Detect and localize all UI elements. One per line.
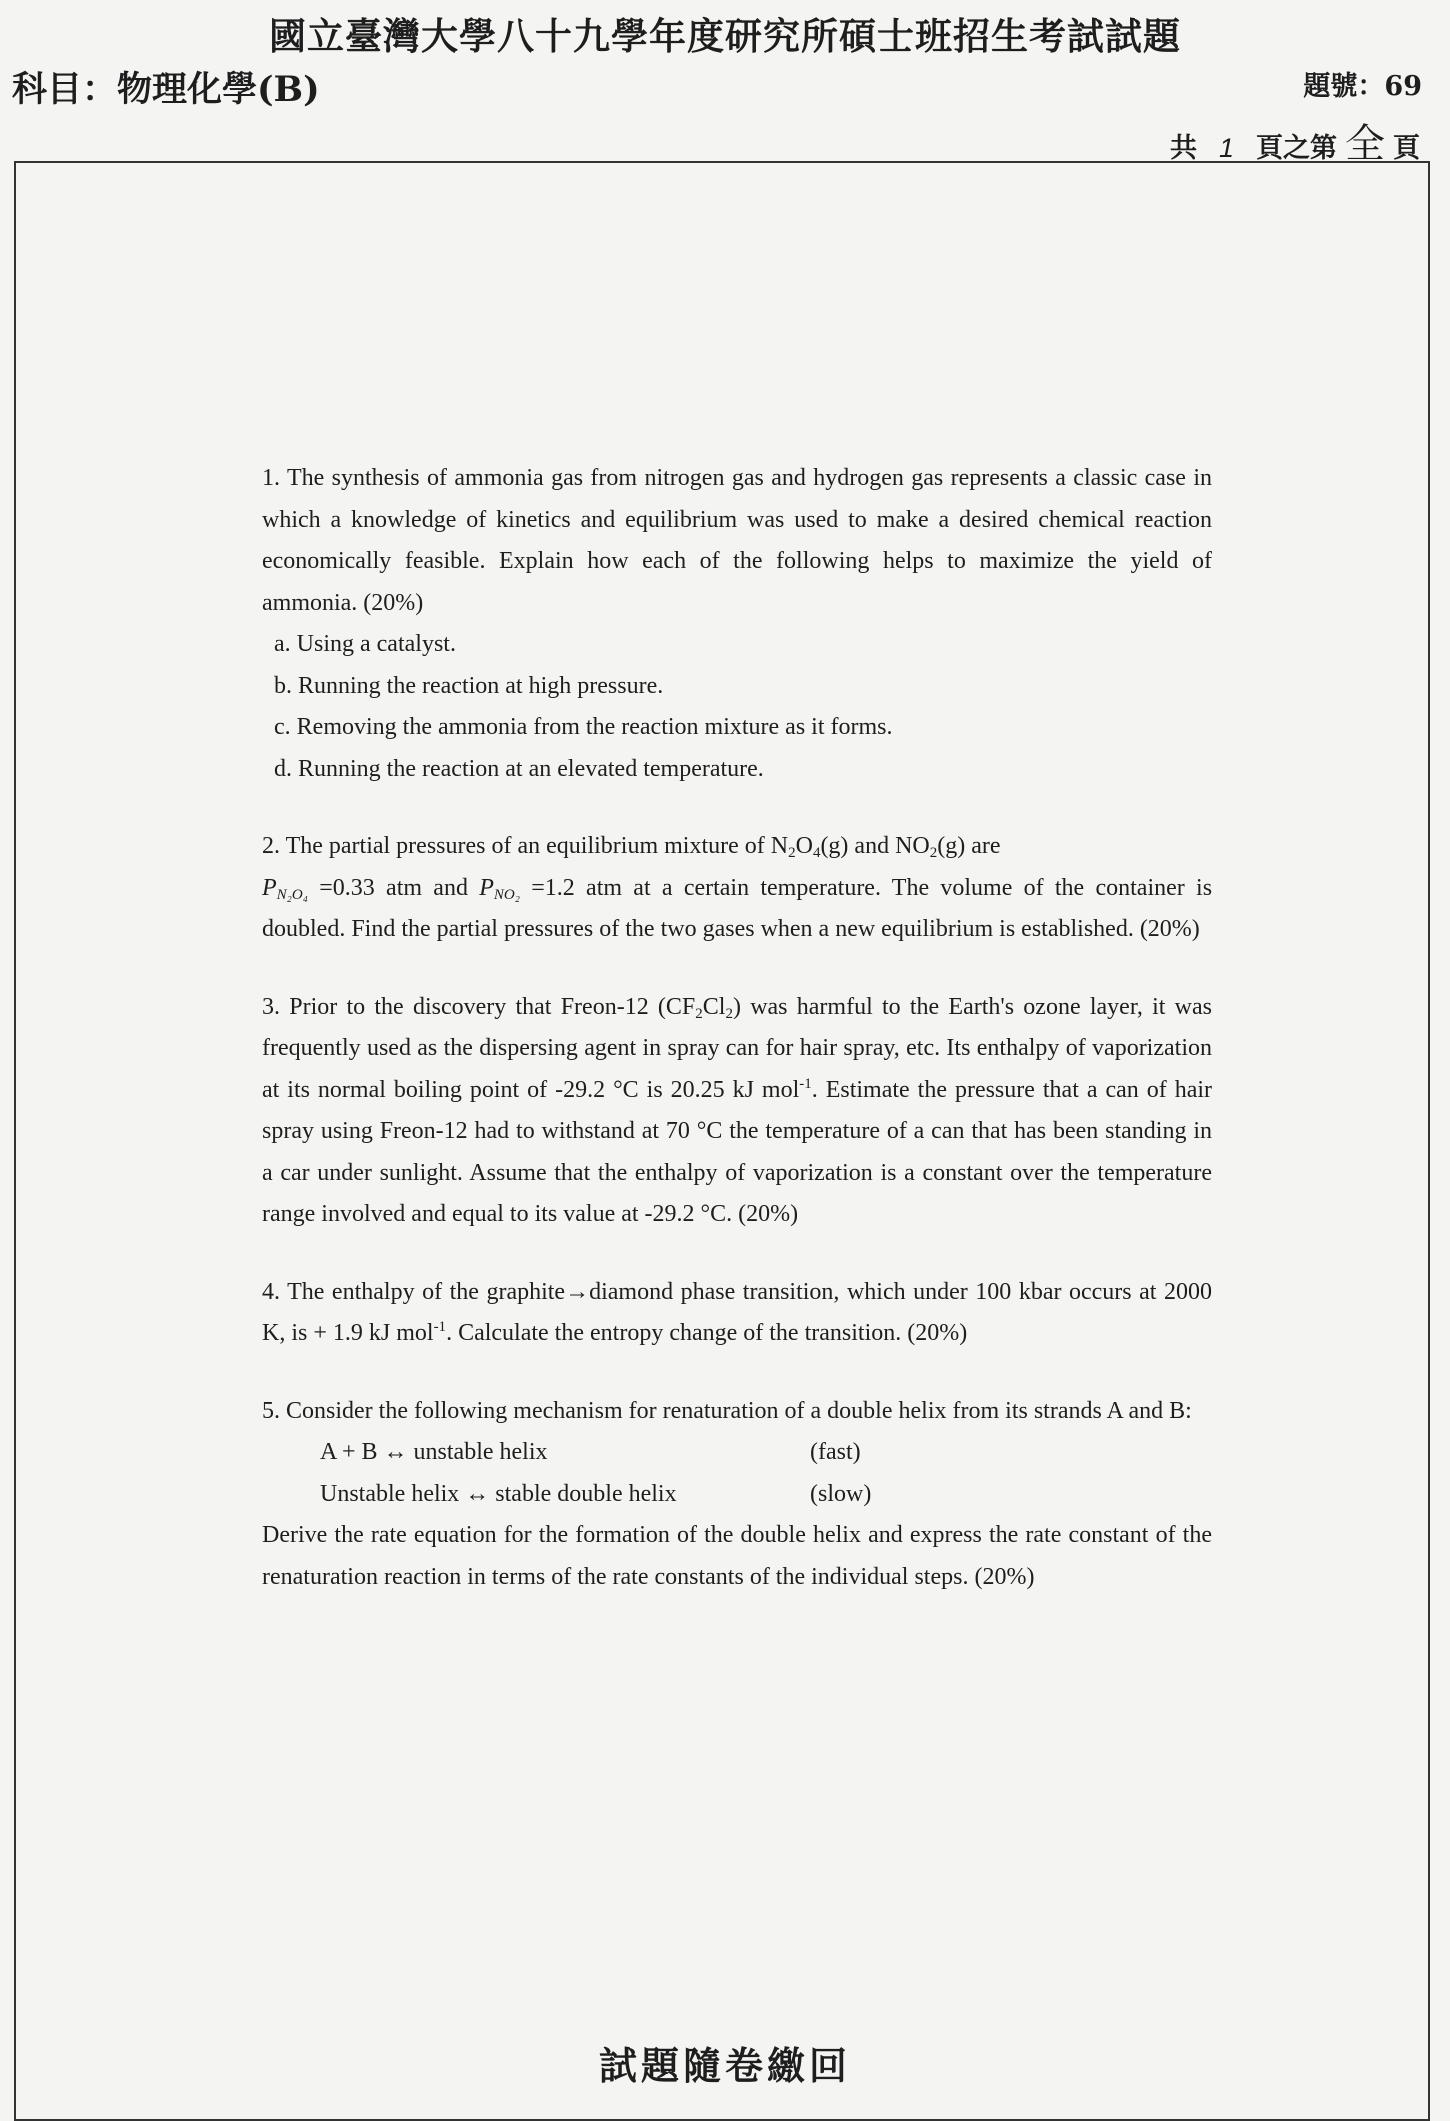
mechanism-step-1 [262, 1432, 1212, 1474]
mechanism-step-1-equation: A + B ↔ unstable helix [320, 1439, 548, 1465]
question-2 [262, 826, 1212, 951]
question-3-sub: 2 [725, 1005, 733, 1022]
mechanism-step-2-equation: Unstable helix ↔ stable double helix [320, 1480, 677, 1507]
subject-label: 科目：物理化學(B) [12, 69, 320, 110]
question-4-sup: -1 [433, 1319, 447, 1335]
question-4-text-2: . Calculate the entropy change of the transition. (20%) [446, 1320, 968, 1346]
question-number: 題號：69 [1303, 71, 1422, 102]
question-3-text-3: ) was harmful to the Earth's ozone layer, it was frequently used as the dispersing agent in spray can for hair spray, etc. Its enthalpy of vaporization at its normal boiling point of -29.2 °C is 20.25 kJ mol [262, 993, 1212, 1103]
pressure-symbol: P [479, 874, 494, 901]
exam-title: 國立臺灣大學八十九學年度研究所碩士班招生考試試題 [269, 14, 1181, 58]
question-list [262, 458, 1212, 1598]
question-1-item-d: d. Running the reaction at an elevated temperature. [274, 755, 764, 782]
question-5-outro: Derive the rate equation for the formation of the double helix and express the rate constant of the renaturation reaction in terms of the rate constants of the individual steps. (20%) [262, 1522, 1212, 1590]
pressure-symbol: P [262, 874, 277, 901]
question-2-text-4: (g) are [937, 833, 1001, 859]
question-1-item-b: b. Running the reaction at high pressure. [274, 672, 664, 699]
question-1-item-a: a. Using a catalyst. [274, 631, 456, 657]
pages-current: 全 [1345, 121, 1385, 167]
mechanism-step-2 [262, 1474, 1212, 1516]
question-1-text: 1. The synthesis of ammonia gas from nitrogen gas and hydrogen gas represents a classic case in which a knowledge of kinetics and equilibrium was used to make a desired chemical reaction economically feasible. Explain how each of the following helps to maximize the yield of ammonia. (20%) [262, 465, 1212, 616]
question-2-sub: 4 [812, 845, 821, 861]
question-4-text-1: 4. The enthalpy of the graphite→diamond phase transition, which under 100 kbar occurs at 2000 K, is + 1.9 kJ mol [262, 1278, 1212, 1346]
question-3-sub: 2 [695, 1005, 703, 1022]
question-3-text-4: . Estimate the pressure that a can of hair spray using Freon-12 had to withstand at 70 °C the temperature of a can that has been standing in a car under sunlight. Assume that the enthalpy of vaporization is a constant over the temperature range involved and equal to its value at -29.2 °C. (20%) [262, 1076, 1213, 1227]
question-5-intro: 5. Consider the following mechanism for renaturation of a double helix from its strands A and B: [262, 1397, 1192, 1424]
pages-total: 1 [1218, 133, 1234, 163]
pressure-subscript: NO₂ [493, 886, 520, 903]
question-1-item-c: c. Removing the ammonia from the reaction mixture as it forms. [274, 714, 893, 740]
pages-prefix: 共 [1169, 133, 1197, 164]
question-2-text-1: 2. The partial pressures of an equilibrium mixture of N [262, 833, 789, 859]
mechanism-step-1-rate: (fast) [810, 1439, 861, 1465]
question-4 [262, 1272, 1212, 1355]
question-2-sub: 2 [788, 845, 796, 861]
question-2-text-2: O [795, 833, 813, 859]
pages-suffix: 頁 [1393, 133, 1420, 164]
pressure-subscript: N₂O₄ [276, 886, 308, 903]
question-3-text-2: Cl [702, 993, 726, 1020]
mechanism-step-2-rate: (slow) [810, 1480, 872, 1507]
pressure-value-no2: =1.2 atm at a certain temperature. The volume of the container is doubled. Find the partial pressures of the two gases when a new equilibrium is established. (20%) [262, 874, 1213, 942]
pressure-value-n2o4: =0.33 atm and [319, 874, 468, 901]
question-5 [262, 1391, 1212, 1599]
question-2-text-3: (g) and NO [820, 833, 930, 859]
question-3-sup: -1 [799, 1075, 812, 1092]
question-3 [262, 987, 1212, 1236]
question-2-sub: 2 [929, 845, 938, 861]
pages-middle: 頁之第 [1256, 133, 1337, 164]
question-3-text-1: 3. Prior to the discovery that Freon-12 (CF [262, 993, 696, 1020]
return-notice: 試題隨卷繳回 [598, 2043, 851, 2088]
question-1 [262, 458, 1212, 790]
